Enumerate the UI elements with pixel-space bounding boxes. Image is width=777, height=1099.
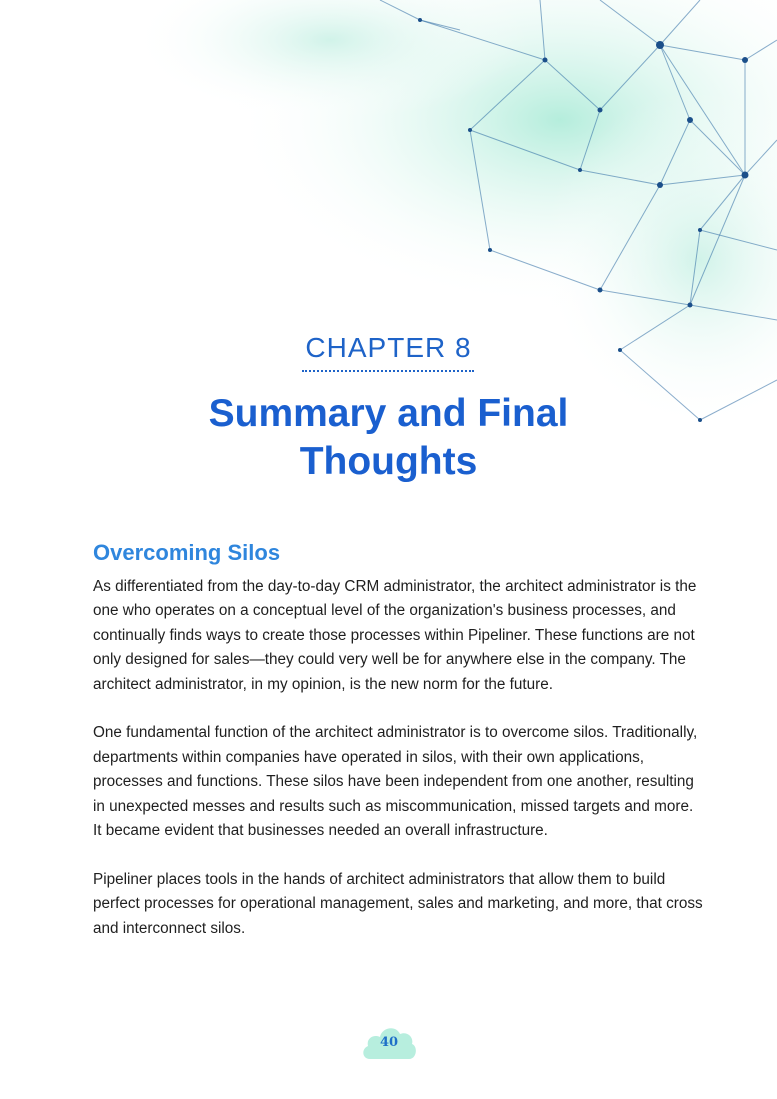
chapter-divider bbox=[302, 370, 474, 372]
chapter-title bbox=[0, 390, 777, 486]
paragraph: One fundamental function of the architect administrator is to overcome silos. Traditionally, departments within companies have operated in silos, with their own applications, processes and functions. These silos have been independent from one another, resulting in unexpected messes and results such as miscommunication, missed targets and more. It became evident that businesses needed an overall infrastructure. bbox=[93, 724, 698, 840]
paragraph: Pipeliner places tools in the hands of architect administrators that allow them to build perfect processes for operational management, sales and marketing, and more, that cross and interconnect silos. bbox=[93, 870, 703, 937]
paragraph: As differentiated from the day-to-day CRM administrator, the architect administrator is the one who operates on a conceptual level of the organization's business processes, and continually finds ways to create those processes within Pipeliner. These functions are not only designed for sales—they could very well be for anywhere else in the company. The architect administrator, in my opinion, is the new norm for the future. bbox=[93, 578, 697, 693]
section-heading: Overcoming Silos bbox=[93, 540, 281, 565]
chapter-title-text: Summary and Final Thoughts bbox=[208, 392, 569, 483]
page-number: 40 bbox=[379, 1035, 399, 1050]
section-body bbox=[93, 575, 705, 965]
chapter-label: CHAPTER 8 bbox=[305, 332, 472, 363]
